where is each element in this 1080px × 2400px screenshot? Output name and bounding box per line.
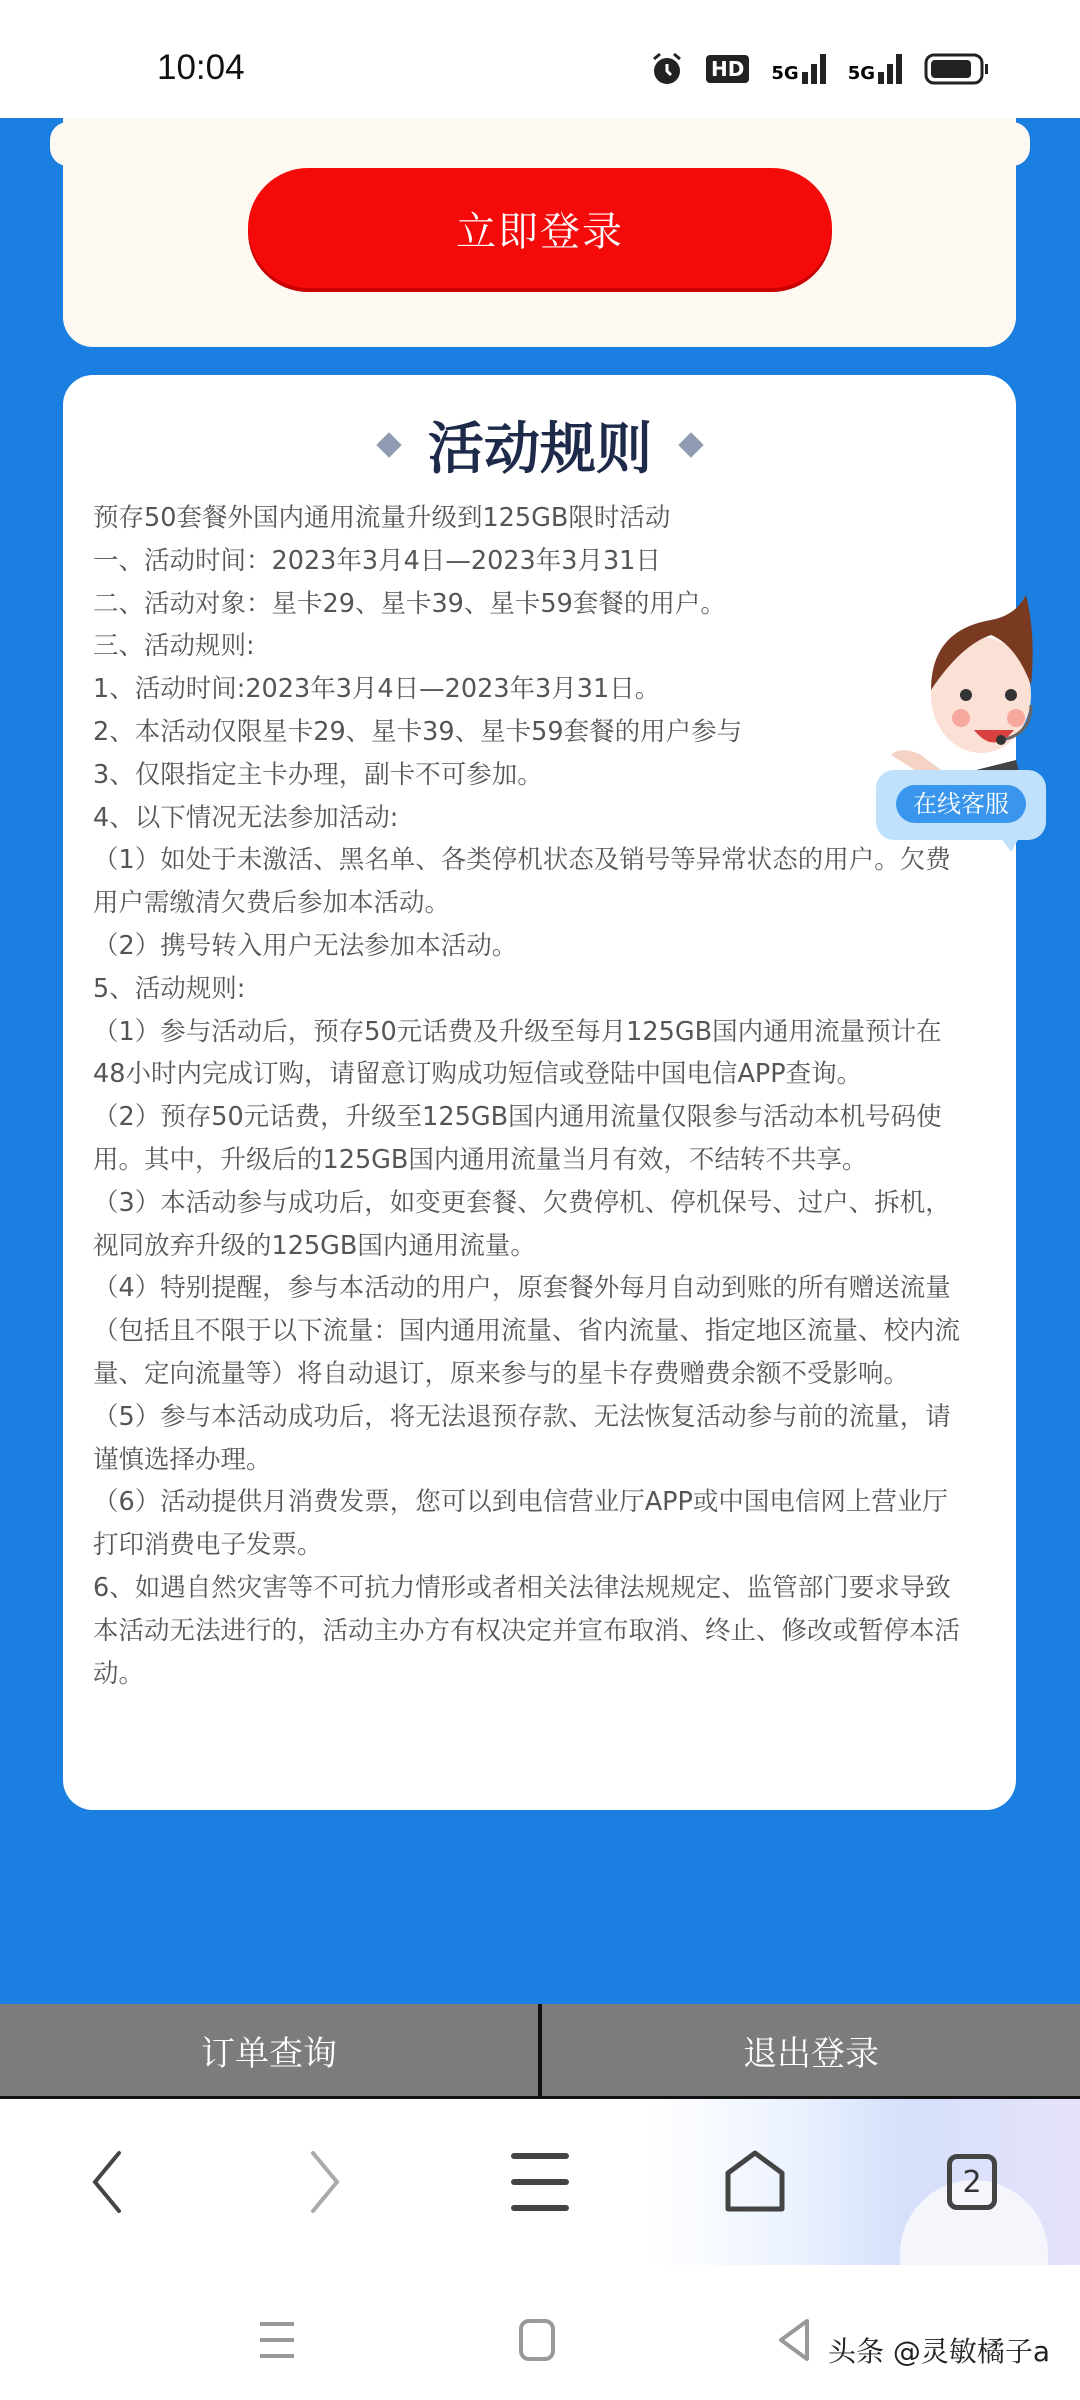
logout-button[interactable]: 退出登录 <box>743 2033 879 2074</box>
rule-paragraph: 4、以下情况无法参加活动: <box>93 802 399 833</box>
system-back-icon[interactable] <box>775 2318 815 2362</box>
rule-paragraph: （5）参与本活动成功后，将无法退预存款、无法恢复活动参与前的流量，请谨慎选择办理。 <box>93 1401 951 1475</box>
system-home-icon[interactable] <box>518 2318 558 2362</box>
rule-paragraph: 一、活动时间：2023年3月4日—2023年3月31日 <box>93 545 661 576</box>
customer-service-widget[interactable] <box>866 590 1056 855</box>
rule-paragraph: 1、活动时间:2023年3月4日—2023年3月31日。 <box>93 674 661 705</box>
status-icons <box>650 52 990 86</box>
alarm-icon <box>650 52 684 86</box>
rule-paragraph: 二、活动对象：星卡29、星卡39、星卡59套餐的用户。 <box>93 588 726 619</box>
card-notch <box>50 122 86 166</box>
customer-service-label[interactable]: 在线客服 <box>913 790 1009 818</box>
watermark: 头条 @灵敏橘子a <box>827 2335 1050 2368</box>
menu-button[interactable] <box>480 2099 600 2265</box>
signal-5g-icon: 5G <box>848 54 902 84</box>
rules-body <box>93 497 973 1695</box>
card-notch <box>994 122 1030 166</box>
rule-paragraph: （4）特别提醒，参与本活动的用户，原套餐外每月自动到账的所有赠送流量（包括且不限于以下流量：国内通用流量、省内流量、指定地区流量、校内流量、定向流量等）将自动退订，原来参与的星卡存费赠费余额不受影响。 <box>93 1273 961 1389</box>
status-time: 10:04 <box>157 48 245 87</box>
rule-paragraph: （1）如处于未激活、黑名单、各类停机状态及销号等异常状态的用户。欠费用户需缴清欠费后参加本活动。 <box>93 845 951 919</box>
rule-paragraph: （1）参与活动后，预存50元话费及升级至每月125GB国内通用流量预计在48小时内完成订购，请留意订购成功短信或登陆中国电信APP查询。 <box>93 1016 942 1090</box>
menu-icon <box>510 2150 570 2214</box>
home-button[interactable] <box>695 2099 815 2265</box>
diamond-icon <box>678 432 703 457</box>
rules-title-text: 活动规则 <box>428 417 652 482</box>
hd-voice-icon: HD <box>706 55 749 83</box>
order-query-button[interactable]: 订单查询 <box>201 2033 337 2074</box>
rule-paragraph: 2、本活动仅限星卡29、星卡39、星卡59套餐的用户参与 <box>93 716 743 747</box>
diamond-icon <box>376 432 401 457</box>
login-button[interactable]: 立即登录 <box>248 168 832 288</box>
recents-icon[interactable] <box>258 2320 298 2360</box>
home-icon <box>724 2149 786 2215</box>
rule-paragraph: （3）本活动参与成功后，如变更套餐、欠费停机、停机保号、过户、拆机，视同放弃升级的125GB国内通用流量。 <box>93 1187 951 1261</box>
rule-paragraph: 6、如遇自然灾害等不可抗力情形或者相关法律法规规定、监管部门要求导致本活动无法进行的，活动主办方有权决定并宣布取消、终止、修改或暂停本活动。 <box>93 1572 961 1689</box>
tabs-icon: 2 <box>947 2154 997 2210</box>
rule-paragraph: 3、仅限指定主卡办理，副卡不可参加。 <box>93 759 543 790</box>
status-bar <box>0 0 1080 118</box>
back-icon <box>87 2149 127 2215</box>
rule-paragraph: （6）活动提供月消费发票，您可以到电信营业厅APP或中国电信网上营业厅打印消费电子发票。 <box>93 1487 948 1561</box>
forward-button[interactable] <box>265 2099 385 2265</box>
back-button[interactable] <box>47 2099 167 2265</box>
rule-paragraph: 5、活动规则: <box>93 973 246 1004</box>
rules-title <box>0 405 1080 485</box>
bottom-action-bar <box>0 2004 1080 2099</box>
rule-paragraph: （2）携号转入用户无法参加本活动。 <box>93 930 518 961</box>
forward-icon <box>305 2149 345 2215</box>
tabs-button[interactable] <box>912 2099 1032 2265</box>
battery-icon <box>924 53 990 85</box>
rule-paragraph: 三、活动规则: <box>93 631 255 662</box>
rule-paragraph: （2）预存50元话费，升级至125GB国内通用流量仅限参与活动本机号码使用。其中，升级后的125GB国内通用流量当月有效，不结转不共享。 <box>93 1102 942 1175</box>
signal-5g-icon: 5G <box>771 54 825 84</box>
rule-paragraph: 预存50套餐外国内通用流量升级到125GB限时活动 <box>93 503 671 533</box>
